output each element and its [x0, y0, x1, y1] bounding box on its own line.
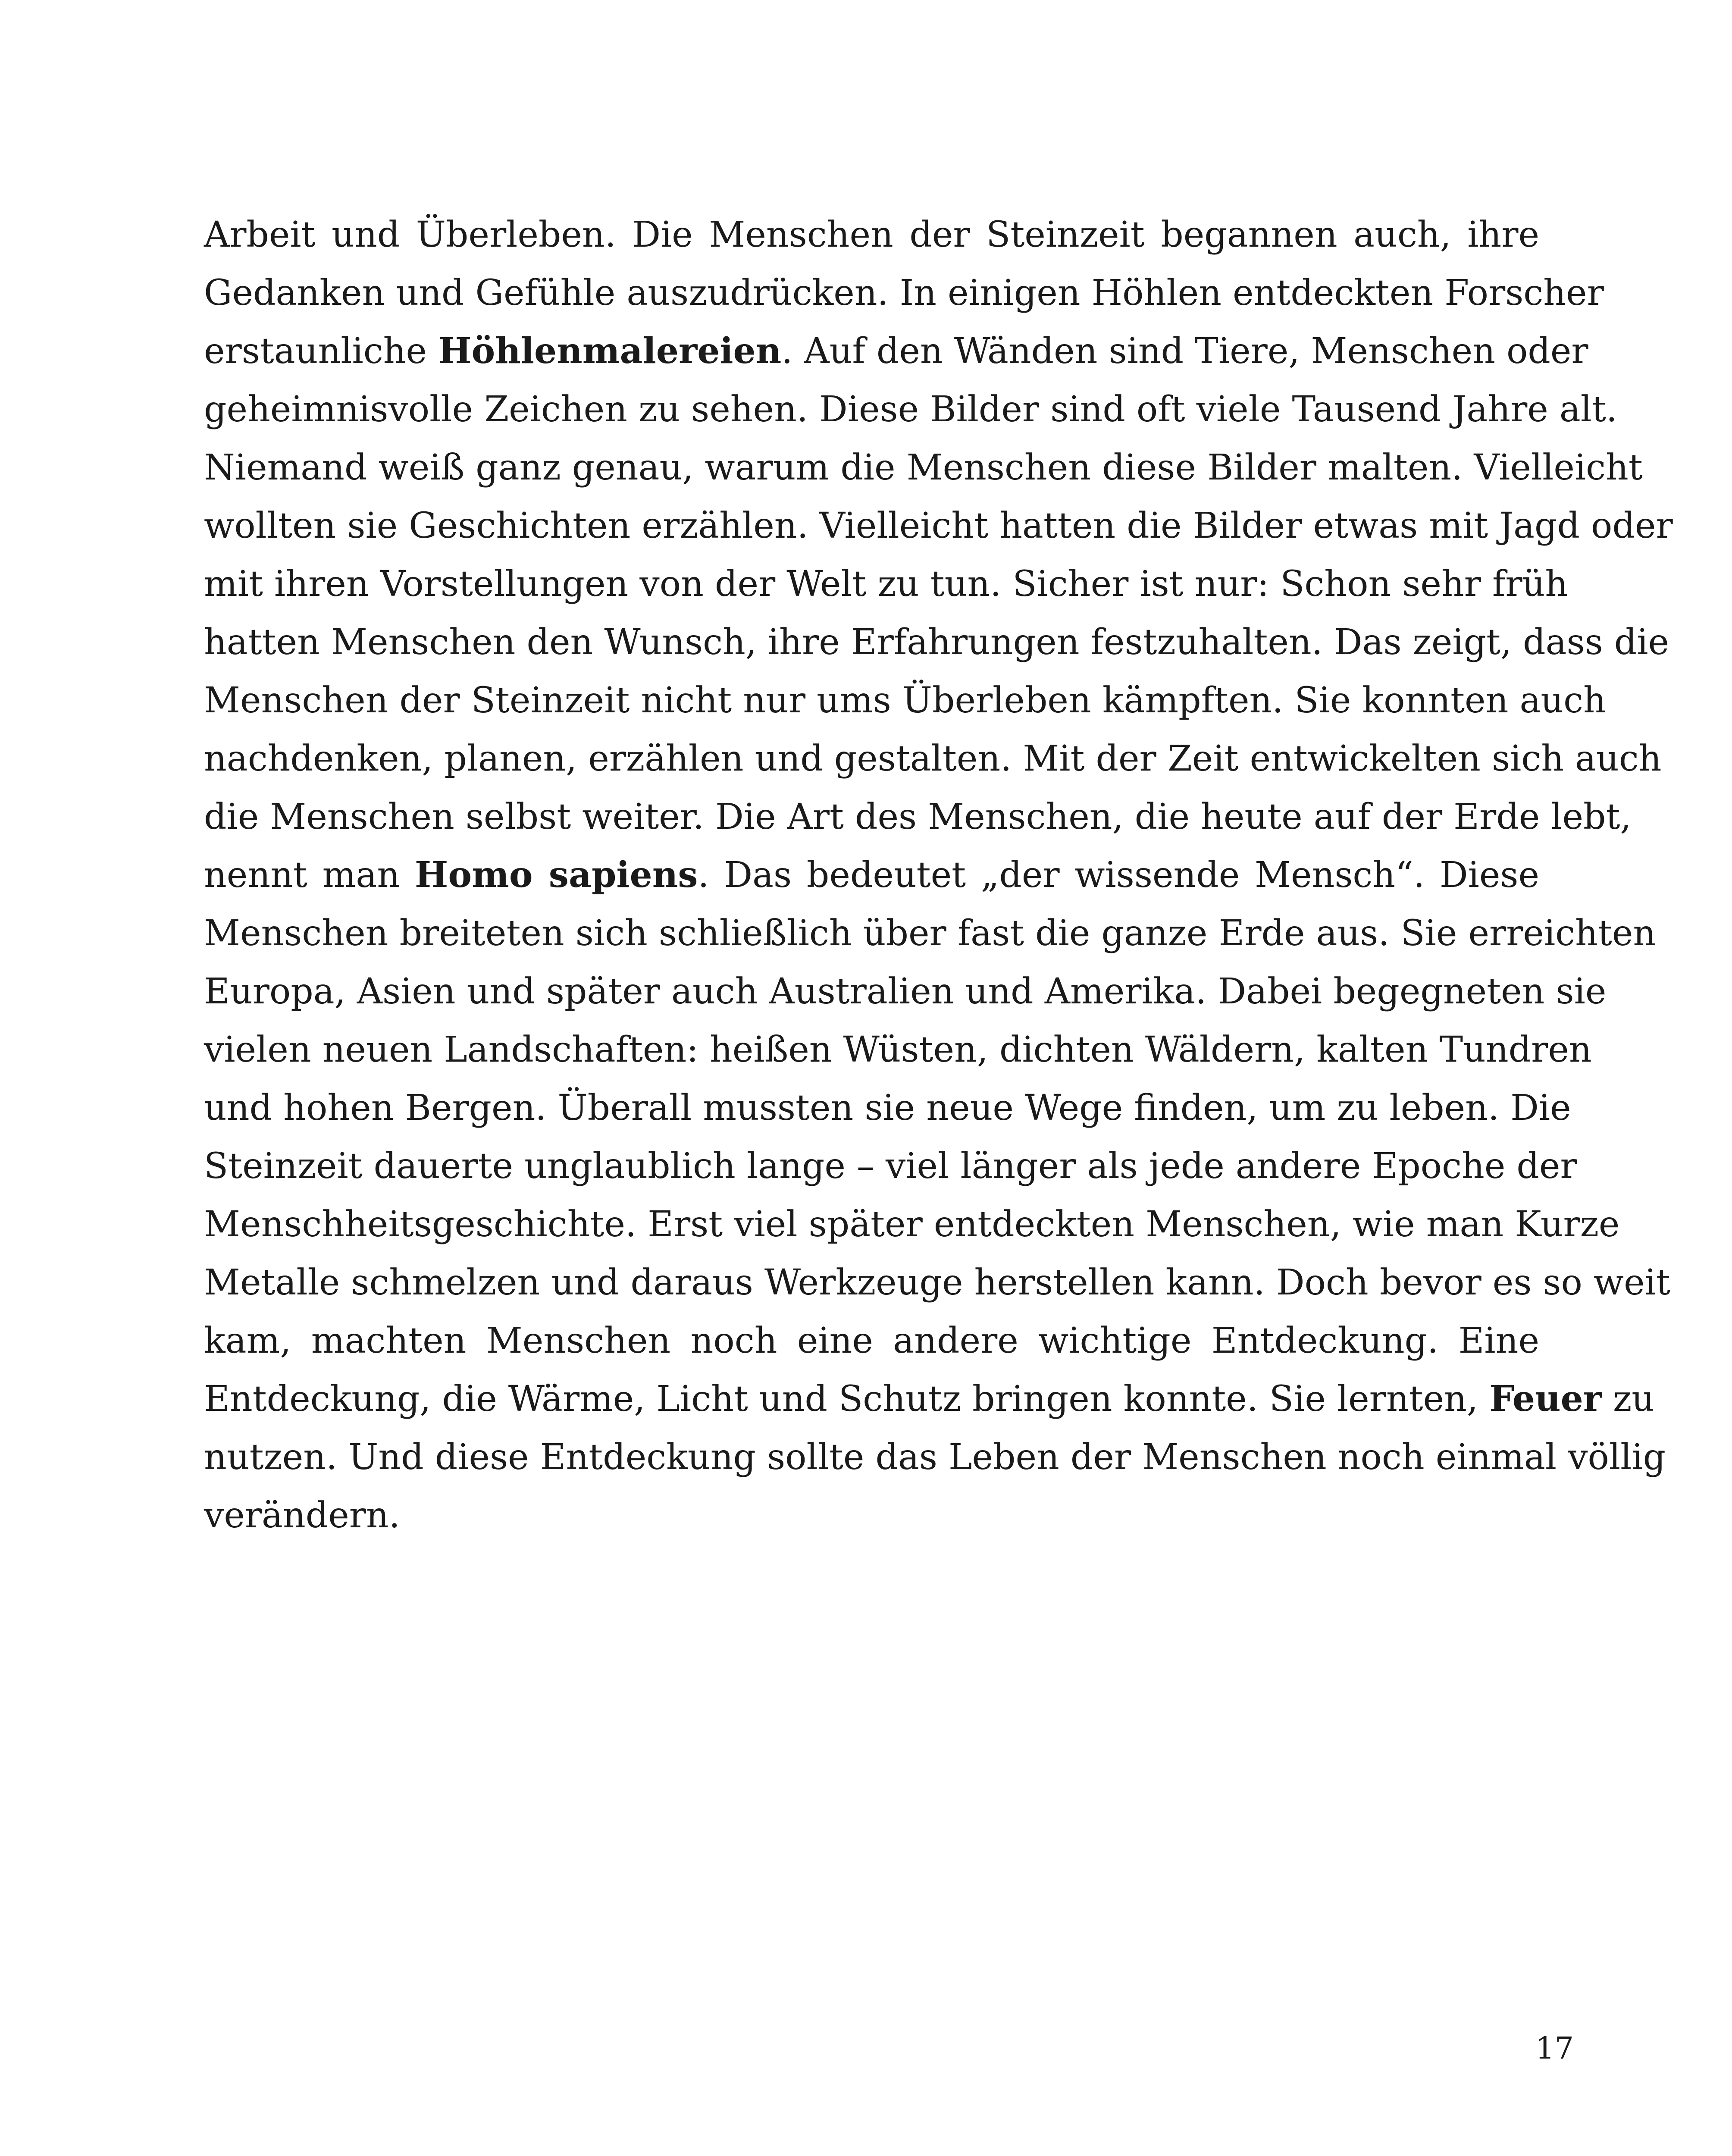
text-segment: verändern. — [204, 1495, 400, 1536]
text-segment: wollten sie Geschichten erzählen. Vielleicht hatten die Bilder etwas mit Jagd oder — [204, 505, 1673, 546]
text-line — [204, 1079, 1571, 1137]
text-segment: . Auf den Wänden sind Tiere, Menschen oder — [781, 331, 1588, 372]
text-line — [204, 206, 1539, 264]
text-segment: Gedanken und Gefühle auszudrücken. In einigen Höhlen entdeckten Forscher — [204, 273, 1604, 313]
bold-term: Feuer — [1489, 1378, 1602, 1420]
text-segment: Metalle schmelzen und daraus Werkzeuge herstellen kann. Doch bevor es so weit — [204, 1262, 1670, 1303]
text-line — [204, 788, 1632, 846]
text-segment: Entdeckung, die Wärme, Licht und Schutz bringen konnte. Sie lernten, — [204, 1379, 1490, 1420]
text-segment: Arbeit und Überleben. Die Menschen der Steinzeit begannen auch, ihre — [204, 214, 1539, 255]
text-segment: nennt man — [204, 855, 415, 896]
body-text — [204, 206, 1673, 1545]
text-line — [204, 730, 1662, 788]
bold-term: Homo sapiens — [414, 854, 698, 896]
text-segment: mit ihren Vorstellungen von der Welt zu tun. Sicher ist nur: Schon sehr früh — [204, 564, 1568, 605]
text-segment: nutzen. Und diese Entdeckung sollte das Leben der Menschen noch einmal völlig — [204, 1437, 1666, 1478]
text-segment: Niemand weiß ganz genau, warum die Menschen diese Bilder malten. Vielleicht — [204, 447, 1643, 488]
text-segment: Menschen breiteten sich schließlich über fast die ganze Erde aus. Sie erreichten — [204, 913, 1656, 954]
text-segment: Menschheitsgeschichte. Erst viel später entdeckten Menschen, wie man Kurze — [204, 1204, 1620, 1245]
text-line — [204, 1195, 1620, 1253]
text-line — [204, 671, 1606, 730]
text-segment: Steinzeit dauerte unglaublich lange – viel länger als jede andere Epoche der — [204, 1146, 1577, 1187]
text-segment: kam, machten Menschen noch eine andere wichtige Entdeckung. Eine — [204, 1320, 1539, 1361]
text-segment: nachdenken, planen, erzählen und gestalten. Mit der Zeit entwickelten sich auch — [204, 738, 1662, 779]
text-line — [204, 1486, 1539, 1545]
text-segment: erstaunliche — [204, 331, 438, 372]
text-line — [204, 322, 1588, 380]
text-line — [204, 613, 1669, 671]
text-line — [204, 497, 1673, 555]
text-segment: Menschen der Steinzeit nicht nur ums Überleben kämpften. Sie konnten auch — [204, 680, 1606, 721]
text-line — [204, 1370, 1655, 1428]
text-line — [204, 1253, 1670, 1312]
text-segment: und hohen Bergen. Überall mussten sie neue Wege finden, um zu leben. Die — [204, 1087, 1571, 1128]
text-segment: . Das bedeutet „der wissende Mensch“. Diese — [698, 855, 1540, 896]
text-segment: hatten Menschen den Wunsch, ihre Erfahrungen festzuhalten. Das zeigt, dass die — [204, 622, 1669, 663]
text-line — [204, 439, 1643, 497]
text-line — [204, 264, 1604, 322]
text-segment: Europa, Asien und später auch Australien und Amerika. Dabei begegneten sie — [204, 971, 1607, 1012]
text-line — [204, 555, 1568, 613]
text-segment: zu — [1602, 1379, 1655, 1420]
text-line — [204, 1428, 1666, 1486]
text-segment: die Menschen selbst weiter. Die Art des Menschen, die heute auf der Erde lebt, — [204, 796, 1632, 837]
page-number: 17 — [1535, 2031, 1574, 2066]
text-line — [204, 380, 1617, 439]
text-line — [204, 1137, 1577, 1195]
text-line — [204, 846, 1539, 904]
text-line — [204, 1021, 1592, 1079]
text-line — [204, 962, 1607, 1021]
bold-term: Höhlenmalereien — [438, 330, 782, 372]
text-line — [204, 1312, 1539, 1370]
text-segment: vielen neuen Landschaften: heißen Wüsten, dichten Wäldern, kalten Tundren — [204, 1029, 1592, 1070]
text-line — [204, 904, 1656, 962]
text-segment: geheimnisvolle Zeichen zu sehen. Diese Bilder sind oft viele Tausend Jahre alt. — [204, 389, 1617, 430]
